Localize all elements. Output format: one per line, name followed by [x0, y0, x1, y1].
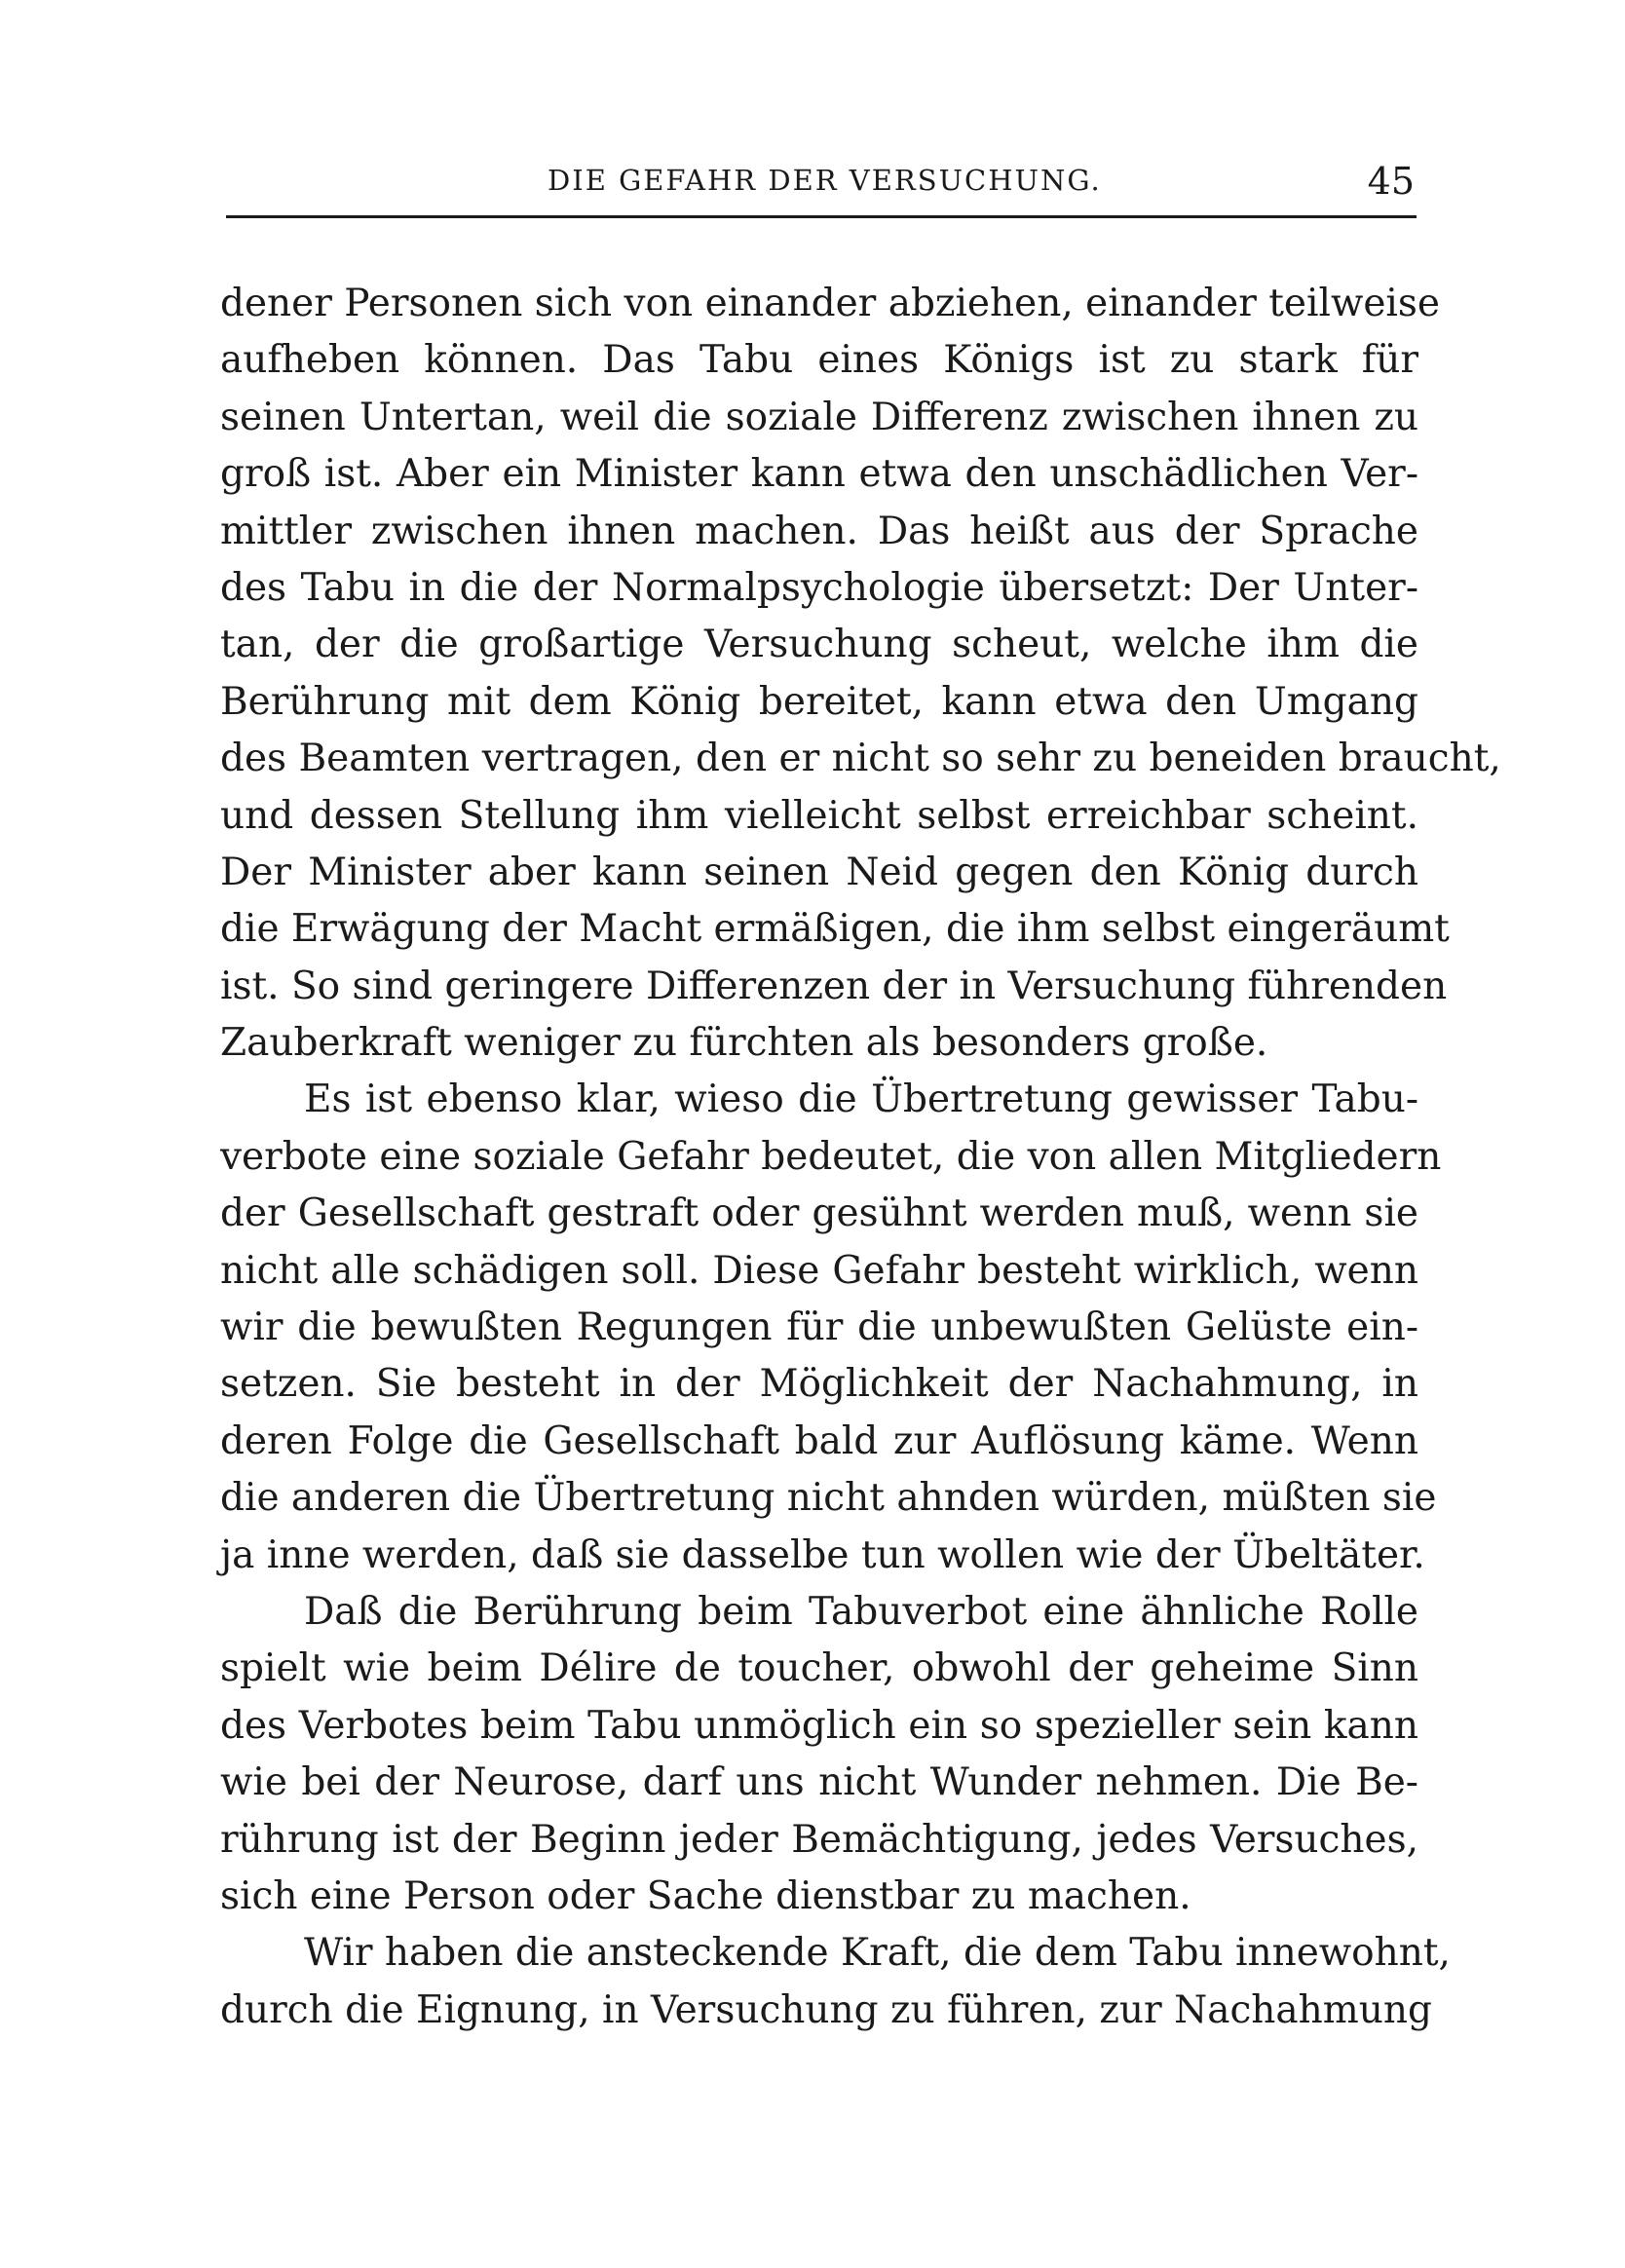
text-line: Es ist ebenso klar, wieso die Übertretung gewisser Tabu-	[304, 1077, 1418, 1122]
text-line: des Verbotes beim Tabu unmöglich ein so spezieller sein kann	[220, 1703, 1418, 1748]
text-line: dener Personen sich von einander abziehen, einander teilweise	[220, 282, 1440, 325]
text-line: setzen. Sie besteht in der Möglichkeit der Nachahmung, in	[220, 1362, 1418, 1407]
text-line: ist. So sind geringere Differenzen der in Versuchung führenden	[220, 964, 1448, 1008]
text-line: und dessen Stellung ihm vielleicht selbst erreichbar scheint.	[220, 793, 1418, 838]
text-line: rührung ist der Beginn jeder Bemächtigung, jedes Versuches,	[220, 1817, 1418, 1862]
text-line: ja inne werden, daß sie dasselbe tun wollen wie der Übeltäter.	[220, 1532, 1425, 1577]
body-text	[220, 276, 1501, 2039]
text-line: des Beamten vertragen, den er nicht so sehr zu beneiden braucht,	[220, 737, 1501, 781]
text-line: spielt wie beim Délire de toucher, obwohl der geheime Sinn	[220, 1646, 1418, 1691]
text-line: Daß die Berührung beim Tabuverbot eine ähnliche Rolle	[304, 1589, 1418, 1634]
text-line: Berührung mit dem König bereitet, kann etwa den Umgang	[220, 679, 1418, 724]
text-line: tan, der die großartige Versuchung scheut, welche ihm die	[220, 623, 1418, 667]
page-number: 45	[1367, 160, 1415, 203]
text-line: die Erwägung der Macht ermäßigen, die ihm selbst eingeräumt	[220, 907, 1450, 952]
running-title: DIE GEFAHR DER VERSUCHUNG.	[548, 164, 1102, 197]
running-head	[226, 160, 1415, 212]
text-line: der Gesellschaft gestraft oder gesühnt werden muß, wenn sie	[220, 1191, 1418, 1236]
text-line: des Tabu in die der Normalpsychologie übersetzt: Der Unter-	[220, 565, 1418, 610]
text-line: Wir haben die ansteckende Kraft, die dem Tabu innewohnt,	[304, 1931, 1451, 1976]
text-line: durch die Eignung, in Versuchung zu führen, zur Nachahmung	[220, 1987, 1432, 2032]
text-line: Zauberkraft weniger zu fürchten als besonders große.	[220, 1021, 1268, 1066]
header-rule	[226, 215, 1417, 218]
text-line: verbote eine soziale Gefahr bedeutet, die von allen Mitgliedern	[220, 1134, 1442, 1179]
text-line: Der Minister aber kann seinen Neid gegen den König durch	[220, 850, 1418, 894]
text-line: deren Folge die Gesellschaft bald zur Auflösung käme. Wenn	[220, 1418, 1418, 1463]
text-line: seinen Untertan, weil die soziale Differenz zwischen ihnen zu	[220, 395, 1418, 439]
text-line: aufheben können. Das Tabu eines Königs ist zu stark für	[220, 338, 1418, 383]
text-line: wie bei der Neurose, darf uns nicht Wunder nehmen. Die Be-	[220, 1760, 1418, 1805]
text-line: sich eine Person oder Sache dienstbar zu machen.	[220, 1873, 1191, 1918]
text-line: die anderen die Übertretung nicht ahnden würden, müßten sie	[220, 1476, 1437, 1521]
text-line: mittler zwischen ihnen machen. Das heißt aus der Sprache	[220, 509, 1418, 553]
text-line: groß ist. Aber ein Minister kann etwa den unschädlichen Ver-	[220, 452, 1418, 497]
text-line: nicht alle schädigen soll. Diese Gefahr besteht wirklich, wenn	[220, 1248, 1418, 1293]
text-line: wir die bewußten Regungen für die unbewußten Gelüste ein-	[220, 1305, 1418, 1350]
